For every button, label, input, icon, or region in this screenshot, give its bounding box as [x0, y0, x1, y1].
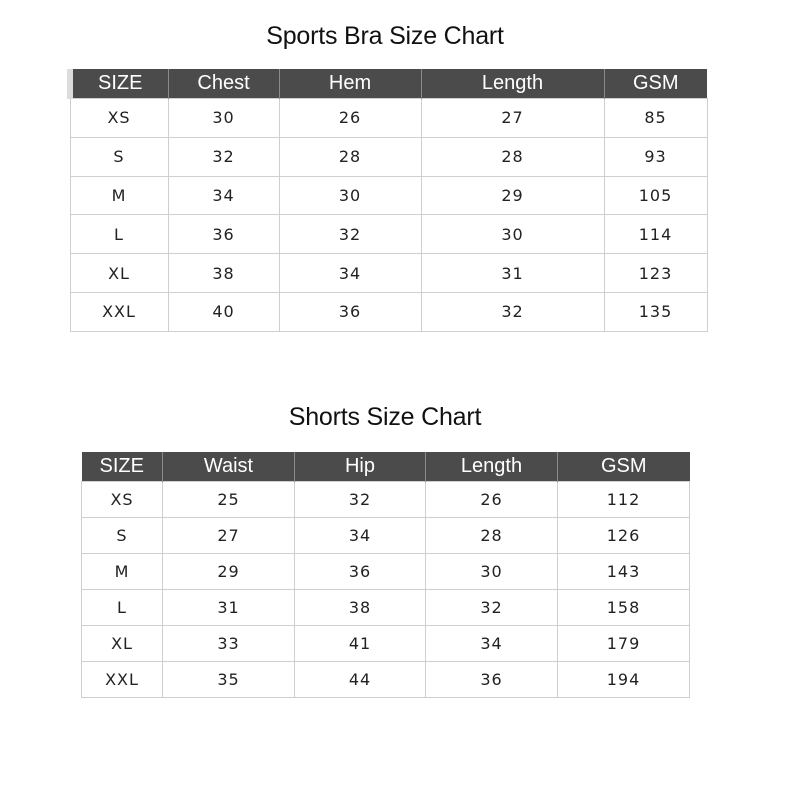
size-cell: L — [82, 590, 163, 626]
gsm-cell: 179 — [558, 626, 690, 662]
size-cell: XL — [70, 254, 168, 293]
size-cell: XS — [82, 482, 163, 518]
gsm-cell: 93 — [604, 137, 707, 176]
size-cell: L — [70, 215, 168, 254]
hem-cell: 30 — [279, 176, 421, 215]
column-header-gsm: GSM — [604, 69, 707, 99]
gsm-cell: 194 — [558, 662, 690, 698]
sports-bra-chart-title: Sports Bra Size Chart — [266, 22, 504, 50]
column-header-hip: Hip — [295, 452, 426, 482]
hem-cell: 26 — [279, 99, 421, 138]
column-header-waist: Waist — [163, 452, 295, 482]
hem-cell: 32 — [279, 215, 421, 254]
hip-cell: 36 — [295, 554, 426, 590]
table-row — [70, 292, 707, 331]
table-row — [70, 254, 707, 293]
hip-cell: 44 — [295, 662, 426, 698]
chest-cell: 32 — [168, 137, 279, 176]
length-cell: 32 — [421, 292, 604, 331]
column-header-size: SIZE — [82, 452, 163, 482]
table-header-row — [82, 452, 690, 482]
hip-cell: 34 — [295, 518, 426, 554]
gsm-cell: 85 — [604, 99, 707, 138]
gsm-cell: 105 — [604, 176, 707, 215]
column-header-size: SIZE — [70, 69, 168, 99]
length-cell: 31 — [421, 254, 604, 293]
chest-cell: 38 — [168, 254, 279, 293]
gsm-cell: 135 — [604, 292, 707, 331]
gsm-cell: 114 — [604, 215, 707, 254]
size-cell: S — [82, 518, 163, 554]
size-cell: M — [70, 176, 168, 215]
size-cell: M — [82, 554, 163, 590]
hem-cell: 36 — [279, 292, 421, 331]
chest-cell: 40 — [168, 292, 279, 331]
size-cell: S — [70, 137, 168, 176]
shorts-size-table — [81, 452, 690, 698]
table-row — [82, 662, 690, 698]
hip-cell: 32 — [295, 482, 426, 518]
table-row — [82, 554, 690, 590]
hem-cell: 28 — [279, 137, 421, 176]
size-cell: XXL — [82, 662, 163, 698]
gsm-cell: 112 — [558, 482, 690, 518]
gsm-cell: 126 — [558, 518, 690, 554]
table-row — [82, 518, 690, 554]
shorts-chart-title: Shorts Size Chart — [288, 403, 482, 431]
chest-cell: 36 — [168, 215, 279, 254]
table-row — [82, 590, 690, 626]
column-header-chest: Chest — [168, 69, 279, 99]
hem-cell: 34 — [279, 254, 421, 293]
size-cell: XS — [70, 99, 168, 138]
table-row — [70, 176, 707, 215]
sports-bra-size-table — [67, 69, 708, 332]
size-cell: XL — [82, 626, 163, 662]
table-row — [70, 137, 707, 176]
table-row — [70, 215, 707, 254]
waist-cell: 25 — [163, 482, 295, 518]
waist-cell: 29 — [163, 554, 295, 590]
chest-cell: 30 — [168, 99, 279, 138]
waist-cell: 33 — [163, 626, 295, 662]
waist-cell: 31 — [163, 590, 295, 626]
table-row — [70, 99, 707, 138]
column-header-length: Length — [421, 69, 604, 99]
length-cell: 30 — [421, 215, 604, 254]
size-cell: XXL — [70, 292, 168, 331]
length-cell: 34 — [426, 626, 558, 662]
waist-cell: 27 — [163, 518, 295, 554]
waist-cell: 35 — [163, 662, 295, 698]
column-header-hem: Hem — [279, 69, 421, 99]
gsm-cell: 158 — [558, 590, 690, 626]
length-cell: 36 — [426, 662, 558, 698]
table-row — [82, 626, 690, 662]
length-cell: 26 — [426, 482, 558, 518]
gsm-cell: 143 — [558, 554, 690, 590]
length-cell: 27 — [421, 99, 604, 138]
length-cell: 32 — [426, 590, 558, 626]
table-header-row — [70, 69, 707, 99]
column-header-length: Length — [426, 452, 558, 482]
length-cell: 30 — [426, 554, 558, 590]
length-cell: 28 — [426, 518, 558, 554]
chest-cell: 34 — [168, 176, 279, 215]
length-cell: 28 — [421, 137, 604, 176]
column-header-gsm: GSM — [558, 452, 690, 482]
gsm-cell: 123 — [604, 254, 707, 293]
hip-cell: 38 — [295, 590, 426, 626]
length-cell: 29 — [421, 176, 604, 215]
table-row — [82, 482, 690, 518]
hip-cell: 41 — [295, 626, 426, 662]
